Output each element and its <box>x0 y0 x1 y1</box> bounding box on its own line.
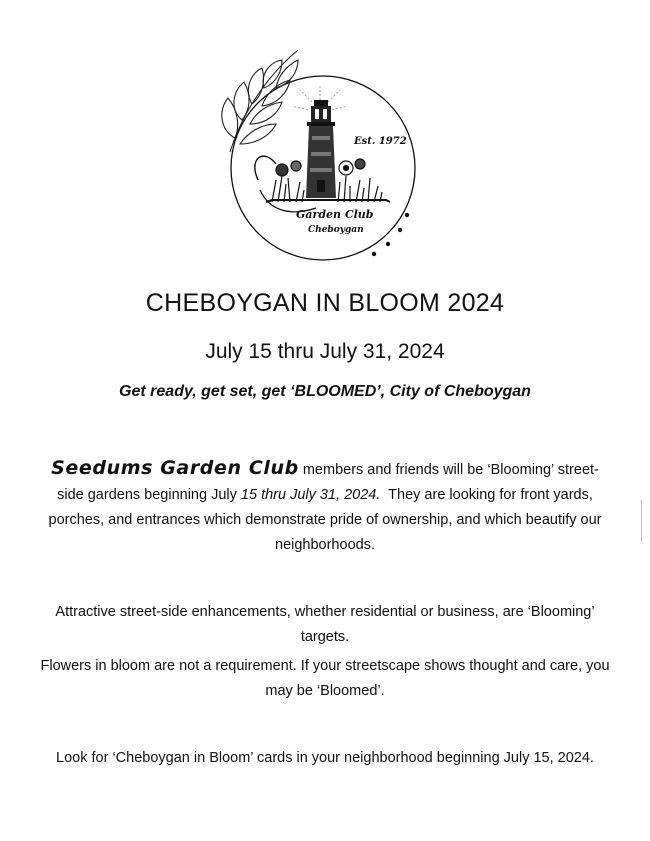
decorative-dots <box>372 213 409 256</box>
logo-graphic <box>200 40 440 270</box>
intro-dates: 15 thru July 31, 2024. <box>240 487 381 503</box>
paragraph-cards: Look for ‘Cheboygan in Bloom’ cards in your neighborhood beginning July 15, 2024. <box>56 750 594 766</box>
scan-edge-mark <box>641 500 642 542</box>
paragraph-club-intro <box>40 456 610 558</box>
garden-club-logo <box>200 40 440 270</box>
paragraph-requirements: Flowers in bloom are not a requirement. If your streetscape shows thought and care, you may be ‘Bloomed’. <box>40 658 610 699</box>
club-name: Seedums Garden Club <box>51 457 299 479</box>
paragraph-targets: Attractive street-side enhancements, whether residential or business, are ‘Blooming’ targets. <box>55 604 595 645</box>
event-dates: July 15 thru July 31, 2024 <box>205 340 445 363</box>
page-title: CHEBOYGAN IN BLOOM 2024 <box>145 289 505 317</box>
intro-text-b: They are looking for front yards, porches, and entrances which demonstrate pride of ownership, and which beautify our neighborhoods. <box>48 487 606 553</box>
logo-club-text: Garden Club <box>296 208 374 221</box>
logo-city-text: Cheboygan <box>308 225 364 235</box>
lighthouse-icon <box>306 100 336 198</box>
logo-est-text: Est. 1972 <box>354 136 407 147</box>
intro-text-a: members and friends will be ‘Blooming’ street-side gardens beginning July <box>57 462 599 503</box>
tagline: Get ready, get set, get ‘BLOOMED’, City of Cheboygan <box>119 383 531 400</box>
